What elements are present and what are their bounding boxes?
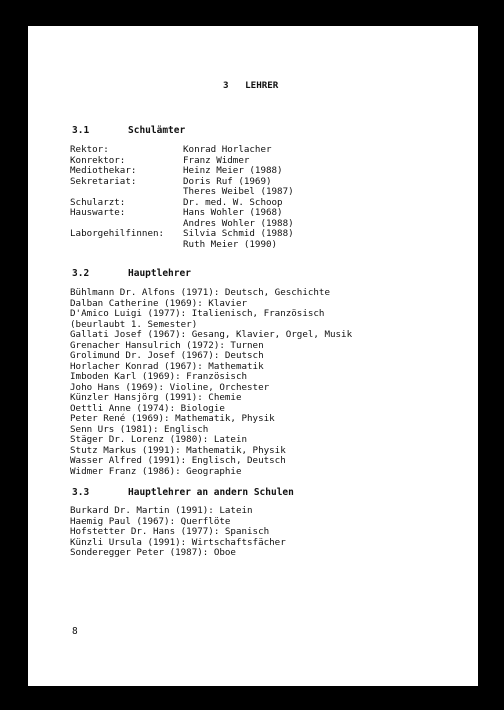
staff-name: Silvia Schmid (1988) xyxy=(183,228,294,239)
list-item: Sonderegger Peter (1987): Oboe xyxy=(70,547,236,558)
staff-name: Ruth Meier (1990) xyxy=(183,238,278,250)
list-item: Joho Hans (1969): Violine, Orchester xyxy=(70,381,270,393)
list-item: Wasser Alfred (1991): Englisch, Deutsch xyxy=(70,455,286,466)
staff-name: Andres Wohler (1988) xyxy=(183,217,294,229)
staff-name: Doris Ruf (1969) xyxy=(183,175,272,187)
role-label: Mediothekar: xyxy=(70,165,137,176)
role-label: Hauswarte: xyxy=(70,207,126,218)
teacher-list xyxy=(70,288,352,477)
staff-name: Dr. med. W. Schoop xyxy=(183,196,283,208)
staff-name: Heinz Meier (1988) xyxy=(183,165,283,176)
list-item: Widmer Franz (1986): Geographie xyxy=(70,465,242,477)
external-teacher-list xyxy=(70,506,286,559)
list-item: Bühlmann Dr. Alfons (1971): Deutsch, Geschichte xyxy=(70,287,330,298)
list-item: Haemig Paul (1967): Querflöte xyxy=(70,515,231,527)
section-title: Schulämter xyxy=(128,125,186,136)
section-number: 3.2 xyxy=(72,268,90,279)
list-item: Künzler Hansjörg (1991): Chemie xyxy=(70,392,242,403)
document-page xyxy=(28,26,478,686)
section-number: 3.3 xyxy=(72,487,90,498)
list-item: (beurlaubt 1. Semester) xyxy=(70,318,198,330)
section-title: Hauptlehrer xyxy=(128,268,191,279)
list-item: Künzli Ursula (1991): Wirtschaftsfächer xyxy=(70,536,286,548)
role-label: Laborgehilfinnen: xyxy=(70,228,165,239)
section-title: Hauptlehrer an andern Schulen xyxy=(128,487,294,498)
staff-row xyxy=(70,240,294,251)
list-item: Hofstetter Dr. Hans (1977): Spanisch xyxy=(70,526,270,537)
list-item: Stäger Dr. Lorenz (1980): Latein xyxy=(70,434,248,445)
list-item: Imboden Karl (1969): Französisch xyxy=(70,371,248,382)
staff-name: Hans Wohler (1968) xyxy=(183,207,283,218)
staff-name: Franz Widmer xyxy=(183,154,250,166)
list-item: Horlacher Konrad (1967): Mathematik xyxy=(70,360,264,372)
list-item: Oettli Anne (1974): Biologie xyxy=(70,402,225,414)
list-item: Dalban Catherine (1969): Klavier xyxy=(70,297,248,309)
list-item: Burkard Dr. Martin (1991): Latein xyxy=(70,505,253,516)
role-label: Schularzt: xyxy=(70,196,126,208)
list-item: D'Amico Luigi (1977): Italienisch, Französisch xyxy=(70,308,325,319)
staff-name: Konrad Horlacher xyxy=(183,144,272,155)
list-item: Senn Urs (1981): Englisch xyxy=(70,423,209,435)
role-label: Rektor: xyxy=(70,144,109,155)
staff-list xyxy=(70,145,294,250)
list-item: Grenacher Hansulrich (1972): Turnen xyxy=(70,339,264,351)
role-label: Konrektor: xyxy=(70,154,126,166)
staff-name: Theres Weibel (1987) xyxy=(183,186,294,197)
role-label: Sekretariat: xyxy=(70,175,137,187)
chapter-title: 3 LEHRER xyxy=(223,80,279,91)
page-number: 8 xyxy=(72,626,78,637)
list-item: Peter René (1969): Mathematik, Physik xyxy=(70,413,275,424)
list-item: Stutz Markus (1991): Mathematik, Physik xyxy=(70,444,286,456)
list-item: Gallati Josef (1967): Gesang, Klavier, Orgel, Musik xyxy=(70,329,353,340)
list-item: Grolimund Dr. Josef (1967): Deutsch xyxy=(70,350,264,361)
staff-row xyxy=(70,145,294,156)
section-number: 3.1 xyxy=(72,125,90,136)
